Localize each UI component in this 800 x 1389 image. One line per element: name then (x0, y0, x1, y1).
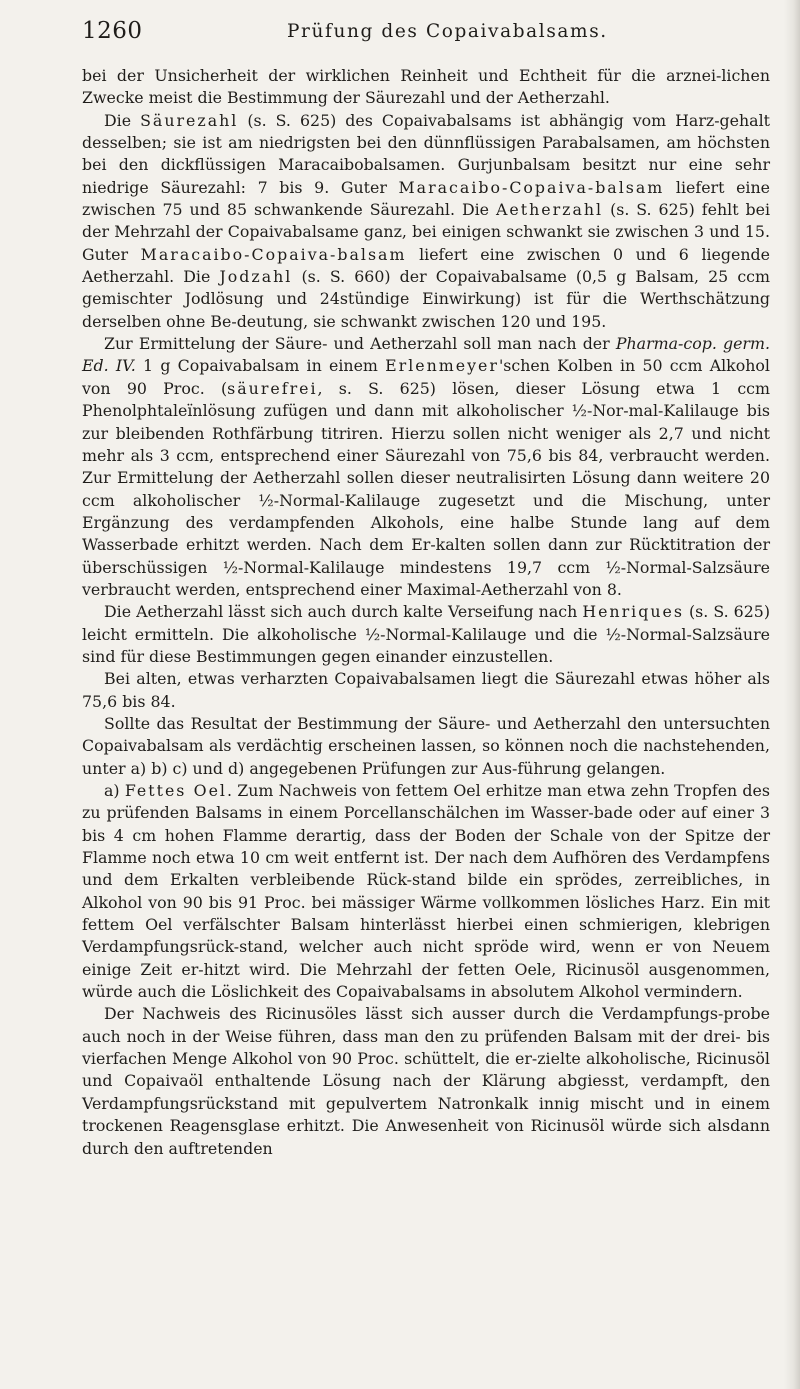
paragraph (82, 668, 770, 713)
text-run: (s. S. 660) der Copaivabalsame (0,5 g Balsam, 25 ccm gemischter Jodlösung und 24stündige Einwirkung) ist für die Werthschätzung derselben ohne Be-deutung, sie schwankt zwischen 120 und 195. (82, 267, 770, 331)
spaced-term: Henriques (582, 602, 684, 622)
text-run: liefert eine zwischen 75 und 85 schwankende Säurezahl. Die (82, 177, 771, 220)
paragraph (82, 333, 770, 601)
text-run: bei der Unsicherheit der wirklichen Reinheit und Echtheit für die arznei-lichen Zwecke meist die Bestimmung der Säurezahl und der Aetherzahl. (82, 66, 770, 108)
text-run: Der Nachweis des Ricinusöles lässt sich ausser durch die Verdampfungs-probe auch noch in der Weise führen, dass man den zu prüfenden Balsam mit der drei- bis vierfachen Menge Alkohol von 90 Proc. schüttelt, die er-zielte alkoholische, Ricinusöl und Copaivaöl enthaltende Lösung nach der Klärung abgiesst, verdampft, den Verdampfungsrückstand mit gepulvertem Natronkalk innig mischt und in einem trockenen Reagensglase erhitzt. Die Anwesenheit von Ricinusöl würde sich alsdann durch den auftretenden (82, 1004, 770, 1158)
paragraph (82, 1003, 770, 1159)
paragraph (82, 713, 770, 780)
text-run: Die Aetherzahl lässt sich auch durch kalte Verseifung nach (104, 602, 583, 622)
spaced-term: Jodzahl (219, 267, 293, 287)
text-run: a) (104, 781, 125, 800)
text-run: . Zum Nachweis von fettem Oel erhitze man etwa zehn Tropfen des zu prüfenden Balsams in einem Porcellanschälchen im Wasser-bade oder auf einer 3 bis 4 cm hohen Flamme derartig, dass der Boden der Schale von der Spitze der Flamme noch etwa 10 cm weit entfernt ist. Der nach dem Aufhören des Verdampfens und dem Erkalten verbleibende Rück-stand bilde ein sprödes, zerreibliches, in Alkohol von 90 bis 91 Proc. bei mässiger Wärme vollkommen lösliches Harz. Ein mit fettem Oel verfälschter Balsam hinterlässt hierbei einen schmierigen, klebrigen Verdampfungsrück-stand, welcher auch nicht spröde wird, wenn er von Neuem einige Zeit er-hitzt wird. Die Mehrzahl der fetten Oele, Ricinusöl ausgenommen, würde auch die Löslichkeit des Copaivabalsams in absolutem Alkohol vermindern. (82, 781, 770, 1002)
text-run: (s. S. 625) des Copaivabalsams ist abhängig vom Harz-gehalt desselben; sie ist am niedrigsten bei den dünnflüssigen Parabalsamen, am höchsten bei den dickflüssigen Maracaibobalsamen. Gurjunbalsam besitzt nur eine sehr niedrige Säurezahl: 7 bis 9. Guter (82, 110, 770, 197)
spaced-term: Maracaibo-Copaiva-balsam (140, 244, 407, 264)
italic-text: Pharma-cop. germ. Ed. IV. (82, 334, 770, 376)
paragraph (82, 780, 770, 1003)
page-edge-shadow (784, 0, 800, 1389)
text-run: (s. S. 625) leicht ermitteln. Die alkoholische ½-Normal-Kalilauge und die ½-Normal-Salzsäure sind für diese Bestimmungen gegen einander einzustellen. (82, 602, 770, 666)
paragraph (82, 65, 770, 110)
paragraph (82, 110, 770, 333)
text-run: 'schen Kolben in 50 ccm Alkohol von 90 Proc. ( (82, 356, 770, 398)
spaced-term: Aetherzahl (495, 200, 604, 220)
text-run: (s. S. 625) fehlt bei der Mehrzahl der Copaivabalsame ganz, bei einigen schwankt sie zwischen 3 und 15. Guter (82, 200, 770, 264)
spaced-term: Maracaibo-Copaiva-balsam (398, 177, 665, 197)
page-header (82, 18, 772, 50)
spaced-term: säurefrei (227, 378, 318, 398)
body-text (82, 65, 770, 1160)
text-run: , s. S. 625) lösen, dieser Lösung etwa 1 ccm Phenolphtaleïnlösung zufügen und dann mit alkoholischer ½-Nor-mal-Kalilauge bis zur bleibenden Rothfärbung titriren. Hierzu sollen nicht weniger als 2,7 und nicht mehr als 3 ccm, entsprechend einer Säurezahl von 75,6 bis 84, verbraucht werden. Zur Ermittelung der Aetherzahl sollen dieser neutralisirten Lösung dann weitere 20 ccm alkoholischer ½-Normal-Kalilauge zugesetzt und die Mischung, unter Ergänzung des verdampfenden Alkohols, eine halbe Stunde lang auf dem Wasserbade erhitzt werden. Nach dem Er-kalten sollen dann zur Rücktitration der überschüssigen ½-Normal-Kalilauge mindestens 19,7 ccm ½-Normal-Salzsäure verbraucht werden, entsprechend einer Maximal-Aetherzahl von 8. (82, 378, 770, 599)
page-number: 1260 (82, 18, 143, 44)
spaced-term: Säurezahl (140, 110, 239, 130)
spaced-term: Fettes Oel (124, 781, 227, 800)
running-title: Prüfung des Copaivabalsams. (287, 21, 608, 42)
text-run: 1 g Copaivabalsam in einem (135, 356, 386, 376)
text-run: Die (104, 110, 141, 130)
text-run: liefert eine zwischen 0 und 6 liegende Aetherzahl. Die (82, 244, 770, 287)
paragraph (82, 601, 770, 668)
text-run: Sollte das Resultat der Bestimmung der Säure- und Aetherzahl den untersuchten Copaivabalsam als verdächtig erscheinen lassen, so können noch die nachstehenden, unter a) b) c) und d) angegebenen Prüfungen zur Aus-führung gelangen. (82, 713, 770, 778)
text-run: Bei alten, etwas verharzten Copaivabalsamen liegt die Säurezahl etwas höher als 75,6 bis 84. (82, 669, 770, 711)
text-run: Zur Ermittelung der Säure- und Aetherzahl soll man nach der (104, 334, 616, 354)
spaced-term: Erlenmeyer (385, 356, 499, 376)
